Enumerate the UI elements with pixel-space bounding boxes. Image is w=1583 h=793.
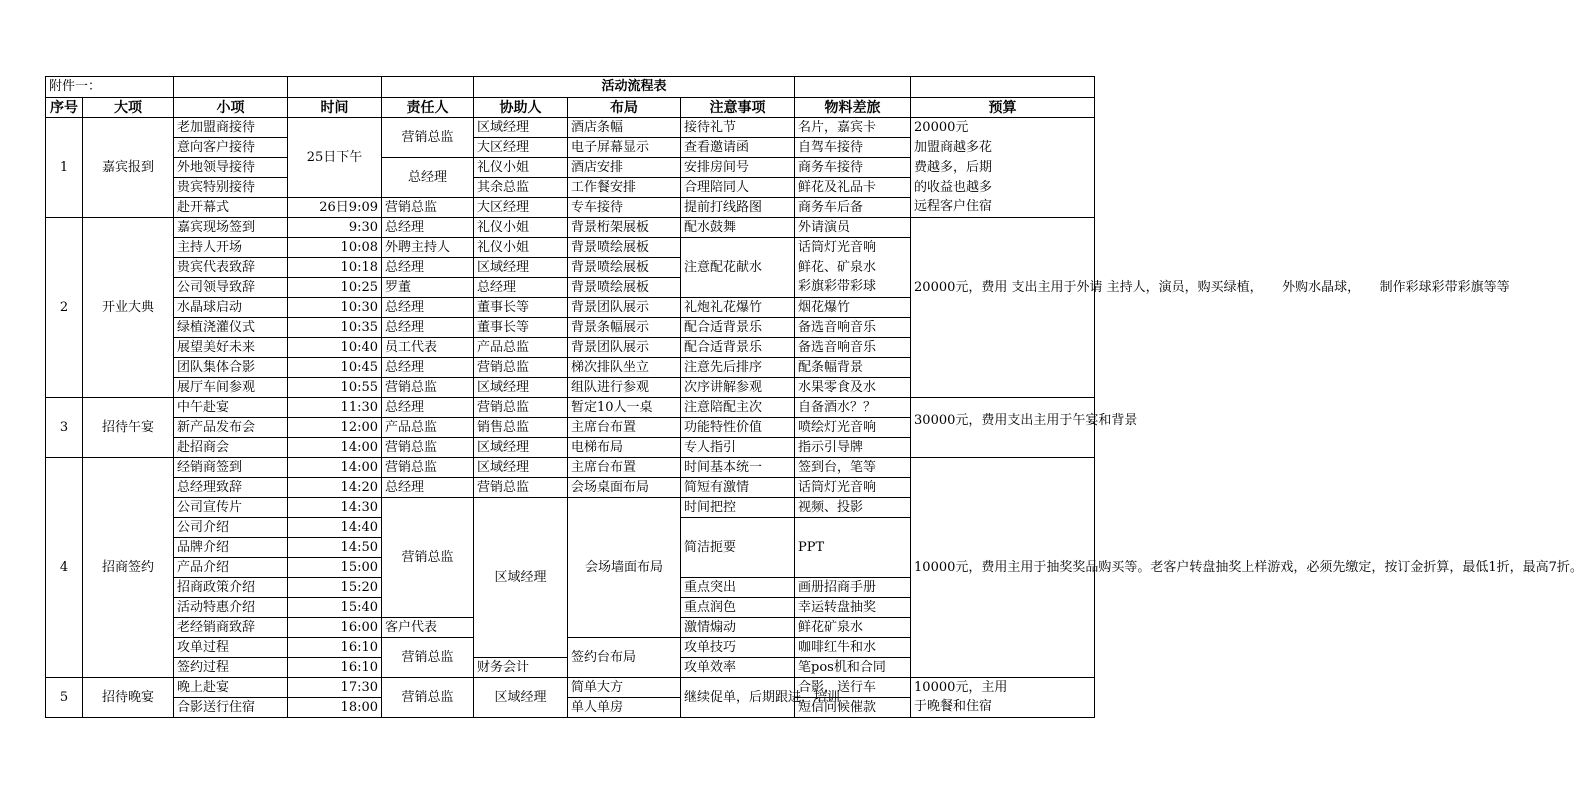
time-cell: 26日9:09 [288, 198, 382, 218]
item-cell: 水晶球启动 [174, 298, 288, 318]
owner-cell: 营销总监 [382, 498, 474, 618]
layout-cell: 梯次排队坐立 [568, 358, 681, 378]
material-cell: 名片，嘉宾卡 [795, 118, 911, 138]
owner-cell: 营销总监 [382, 458, 474, 478]
table-row [46, 118, 1095, 138]
owner-cell: 产品总监 [382, 418, 474, 438]
helper-cell: 总经理 [474, 278, 568, 298]
table-row [46, 398, 1095, 418]
material-cell: 喷绘灯光音响 [795, 418, 911, 438]
layout-cell: 签约台布局 [568, 638, 681, 678]
helper-cell: 其余总监 [474, 178, 568, 198]
helper-cell: 区域经理 [474, 118, 568, 138]
item-cell: 合影送行住宿 [174, 698, 288, 718]
budget-cell: 加盟商越多花 [911, 138, 1095, 158]
material-cell: 外请演员 [795, 218, 911, 238]
time-cell: 16:00 [288, 618, 382, 638]
material-cell: PPT [795, 518, 911, 578]
layout-cell: 电梯布局 [568, 438, 681, 458]
budget-cell: 费越多，后期 [911, 158, 1095, 178]
helper-cell: 财务会计 [474, 658, 568, 678]
time-cell: 15:20 [288, 578, 382, 598]
section-name: 招待午宴 [83, 398, 174, 458]
time-cell: 9:30 [288, 218, 382, 238]
layout-cell: 主席台布置 [568, 458, 681, 478]
owner-cell: 总经理 [382, 298, 474, 318]
budget-cell: 20000元 [911, 118, 1095, 138]
section-number: 4 [46, 458, 83, 678]
helper-cell: 区域经理 [474, 438, 568, 458]
note-cell: 时间把控 [681, 498, 795, 518]
item-cell: 招商政策介绍 [174, 578, 288, 598]
item-cell: 品牌介绍 [174, 538, 288, 558]
layout-cell: 暂定10人一桌 [568, 398, 681, 418]
owner-cell: 营销总监 [382, 378, 474, 398]
owner-cell: 总经理 [382, 478, 474, 498]
item-cell: 贵宾代表致辞 [174, 258, 288, 278]
note-cell: 合理陪同人 [681, 178, 795, 198]
layout-cell: 酒店安排 [568, 158, 681, 178]
note-cell: 攻单技巧 [681, 638, 795, 658]
item-cell: 公司领导致辞 [174, 278, 288, 298]
owner-cell: 营销总监 [382, 638, 474, 678]
material-cell: 备选音响音乐 [795, 338, 911, 358]
time-cell: 10:25 [288, 278, 382, 298]
layout-cell: 会场墙面布局 [568, 498, 681, 638]
time-cell: 16:10 [288, 658, 382, 678]
helper-cell: 区域经理 [474, 258, 568, 278]
section-name: 嘉宾报到 [83, 118, 174, 218]
layout-cell: 背景团队展示 [568, 338, 681, 358]
time-cell: 10:08 [288, 238, 382, 258]
material-cell: 签到台，笔等 [795, 458, 911, 478]
header-cell: 协助人 [474, 98, 568, 118]
annex-label: 附件一： [46, 77, 174, 98]
budget-cell: 10000元，主用 [911, 678, 1095, 698]
helper-cell: 董事长等 [474, 318, 568, 338]
table-row [46, 218, 1095, 238]
table-row [46, 198, 1095, 218]
note-cell: 礼炮礼花爆竹 [681, 298, 795, 318]
helper-cell: 区域经理 [474, 458, 568, 478]
item-cell: 展厅车间参观 [174, 378, 288, 398]
note-cell: 功能特性价值 [681, 418, 795, 438]
section-name: 招待晚宴 [83, 678, 174, 718]
owner-cell: 营销总监 [382, 198, 474, 218]
material-cell: 彩旗彩带彩球 [795, 278, 911, 298]
material-cell: 咖啡红牛和水 [795, 638, 911, 658]
owner-cell: 总经理 [382, 318, 474, 338]
section-number: 3 [46, 398, 83, 458]
owner-cell: 外聘主持人 [382, 238, 474, 258]
item-cell: 中午赴宴 [174, 398, 288, 418]
material-cell: 画册招商手册 [795, 578, 911, 598]
helper-cell: 大区经理 [474, 198, 568, 218]
layout-cell: 会场桌面布局 [568, 478, 681, 498]
material-cell: 鲜花、矿泉水 [795, 258, 911, 278]
time-cell: 14:20 [288, 478, 382, 498]
table-row [46, 178, 1095, 198]
owner-cell: 罗董 [382, 278, 474, 298]
item-cell: 嘉宾现场签到 [174, 218, 288, 238]
item-cell: 贵宾特别接待 [174, 178, 288, 198]
item-cell: 攻单过程 [174, 638, 288, 658]
item-cell: 展望美好未来 [174, 338, 288, 358]
item-cell: 赴招商会 [174, 438, 288, 458]
note-cell: 配合适背景乐 [681, 338, 795, 358]
section-name: 招商签约 [83, 458, 174, 678]
section-name: 开业大典 [83, 218, 174, 398]
layout-cell: 简单大方 [568, 678, 681, 698]
material-cell: 短信问候催款 [795, 698, 911, 718]
owner-cell: 总经理 [382, 398, 474, 418]
material-cell: 水果零食及水 [795, 378, 911, 398]
time-cell: 15:40 [288, 598, 382, 618]
helper-cell: 营销总监 [474, 398, 568, 418]
note-cell: 专人指引 [681, 438, 795, 458]
note-cell: 注意先后排序 [681, 358, 795, 378]
header-cell: 责任人 [382, 98, 474, 118]
page-title: 活动流程表 [474, 77, 795, 98]
layout-cell: 电子屏幕显示 [568, 138, 681, 158]
time-cell: 14:00 [288, 438, 382, 458]
header-cell: 预算 [911, 98, 1095, 118]
budget-cell: 20000元，费用 支出主用于外请 主持人，演员，购买绿植， 外购水晶球， 制作彩球彩带彩旗等等 [911, 218, 1095, 398]
time-cell: 16:10 [288, 638, 382, 658]
note-cell: 接待礼节 [681, 118, 795, 138]
section-number: 1 [46, 118, 83, 218]
header-cell: 时间 [288, 98, 382, 118]
material-cell: 幸运转盘抽奖 [795, 598, 911, 618]
layout-cell: 背景团队展示 [568, 298, 681, 318]
table-row [46, 678, 1095, 698]
time-cell: 14:50 [288, 538, 382, 558]
layout-cell: 背景条幅展示 [568, 318, 681, 338]
time-cell: 15:00 [288, 558, 382, 578]
table-row [46, 458, 1095, 478]
time-cell: 10:35 [288, 318, 382, 338]
owner-cell: 员工代表 [382, 338, 474, 358]
material-cell: 话筒灯光音响 [795, 238, 911, 258]
material-cell: 鲜花及礼品卡 [795, 178, 911, 198]
layout-cell: 单人单房 [568, 698, 681, 718]
layout-cell: 酒店条幅 [568, 118, 681, 138]
header-cell: 小项 [174, 98, 288, 118]
item-cell: 签约过程 [174, 658, 288, 678]
material-cell: 视频、投影 [795, 498, 911, 518]
item-cell: 晚上赴宴 [174, 678, 288, 698]
note-cell: 时间基本统一 [681, 458, 795, 478]
owner-cell: 总经理 [382, 358, 474, 378]
note-cell: 提前打线路图 [681, 198, 795, 218]
layout-cell: 背景喷绘展板 [568, 278, 681, 298]
helper-cell: 营销总监 [474, 358, 568, 378]
helper-cell: 大区经理 [474, 138, 568, 158]
item-cell: 活动特惠介绍 [174, 598, 288, 618]
header-cell: 大项 [83, 98, 174, 118]
helper-cell: 礼仪小姐 [474, 158, 568, 178]
item-cell: 老经销商致辞 [174, 618, 288, 638]
item-cell: 总经理致辞 [174, 478, 288, 498]
budget-cell: 的收益也越多 [911, 178, 1095, 198]
item-cell: 团队集体合影 [174, 358, 288, 378]
table-row [46, 158, 1095, 178]
layout-cell: 组队进行参观 [568, 378, 681, 398]
owner-cell: 总经理 [382, 158, 474, 198]
budget-cell: 10000元，费用主用于抽奖奖品购买等。老客户转盘抽奖上样游戏，必须先缴定，按订金折算，最低1折，最高7折。 [911, 458, 1095, 678]
helper-cell: 礼仪小姐 [474, 218, 568, 238]
note-cell: 激情煽动 [681, 618, 795, 638]
owner-cell: 总经理 [382, 218, 474, 238]
time-cell: 10:40 [288, 338, 382, 358]
note-cell: 重点突出 [681, 578, 795, 598]
note-cell: 安排房间号 [681, 158, 795, 178]
time-cell: 12:00 [288, 418, 382, 438]
helper-cell: 区域经理 [474, 378, 568, 398]
item-cell: 主持人开场 [174, 238, 288, 258]
item-cell: 意向客户接待 [174, 138, 288, 158]
layout-cell: 专车接待 [568, 198, 681, 218]
time-cell: 25日下午 [288, 118, 382, 198]
note-cell: 注意配花献水 [681, 238, 795, 298]
note-cell: 简短有激情 [681, 478, 795, 498]
note-cell: 继续促单，后期跟进，培训 [681, 678, 795, 718]
table-row [46, 698, 1095, 718]
time-cell: 10:45 [288, 358, 382, 378]
material-cell: 笔pos机和合同 [795, 658, 911, 678]
header-cell: 序号 [46, 98, 83, 118]
time-cell: 11:30 [288, 398, 382, 418]
material-cell: 自备酒水？？ [795, 398, 911, 418]
budget-cell: 30000元，费用支出主用于午宴和背景 [911, 398, 1095, 458]
header-cell: 物料差旅 [795, 98, 911, 118]
budget-cell: 远程客户住宿 [911, 198, 1095, 218]
time-cell: 10:55 [288, 378, 382, 398]
table-row [46, 138, 1095, 158]
section-number: 5 [46, 678, 83, 718]
helper-cell: 区域经理 [474, 678, 568, 718]
item-cell: 赴开幕式 [174, 198, 288, 218]
helper-cell: 董事长等 [474, 298, 568, 318]
note-cell: 配合适背景乐 [681, 318, 795, 338]
note-cell: 攻单效率 [681, 658, 795, 678]
time-cell: 10:18 [288, 258, 382, 278]
budget-cell: 于晚餐和住宿 [911, 698, 1095, 718]
header-cell: 布局 [568, 98, 681, 118]
owner-cell: 客户代表 [382, 618, 474, 638]
header-row [46, 98, 1095, 118]
material-cell: 话筒灯光音响 [795, 478, 911, 498]
owner-cell: 营销总监 [382, 438, 474, 458]
material-cell: 合影，送行车 [795, 678, 911, 698]
time-cell: 17:30 [288, 678, 382, 698]
helper-cell: 产品总监 [474, 338, 568, 358]
item-cell: 经销商签到 [174, 458, 288, 478]
note-cell: 查看邀请函 [681, 138, 795, 158]
item-cell: 新产品发布会 [174, 418, 288, 438]
owner-cell: 营销总监 [382, 678, 474, 718]
item-cell: 绿植浇灌仪式 [174, 318, 288, 338]
section-number: 2 [46, 218, 83, 398]
time-cell: 10:30 [288, 298, 382, 318]
note-cell: 简洁扼要 [681, 518, 795, 578]
note-cell: 重点润色 [681, 598, 795, 618]
note-cell: 注意陪配主次 [681, 398, 795, 418]
layout-cell: 工作餐安排 [568, 178, 681, 198]
layout-cell: 背景桁架展板 [568, 218, 681, 238]
item-cell: 老加盟商接待 [174, 118, 288, 138]
item-cell: 产品介绍 [174, 558, 288, 578]
helper-cell: 营销总监 [474, 478, 568, 498]
note-cell: 配水鼓舞 [681, 218, 795, 238]
layout-cell: 背景喷绘展板 [568, 238, 681, 258]
helper-cell: 销售总监 [474, 418, 568, 438]
item-cell: 公司宣传片 [174, 498, 288, 518]
helper-cell: 区域经理 [474, 498, 568, 658]
header-cell: 注意事项 [681, 98, 795, 118]
material-cell: 指示引导牌 [795, 438, 911, 458]
layout-cell: 主席台布置 [568, 418, 681, 438]
helper-cell: 礼仪小姐 [474, 238, 568, 258]
material-cell: 商务车后备 [795, 198, 911, 218]
owner-cell: 总经理 [382, 258, 474, 278]
material-cell: 自驾车接待 [795, 138, 911, 158]
material-cell: 鲜花矿泉水 [795, 618, 911, 638]
material-cell: 配条幅背景 [795, 358, 911, 378]
item-cell: 公司介绍 [174, 518, 288, 538]
layout-cell: 背景喷绘展板 [568, 258, 681, 278]
owner-cell: 营销总监 [382, 118, 474, 158]
activity-flow-table [45, 76, 1583, 718]
material-cell: 商务车接待 [795, 158, 911, 178]
material-cell: 备选音响音乐 [795, 318, 911, 338]
time-cell: 18:00 [288, 698, 382, 718]
time-cell: 14:30 [288, 498, 382, 518]
time-cell: 14:00 [288, 458, 382, 478]
time-cell: 14:40 [288, 518, 382, 538]
item-cell: 外地领导接待 [174, 158, 288, 178]
note-cell: 次序讲解参观 [681, 378, 795, 398]
material-cell: 烟花爆竹 [795, 298, 911, 318]
